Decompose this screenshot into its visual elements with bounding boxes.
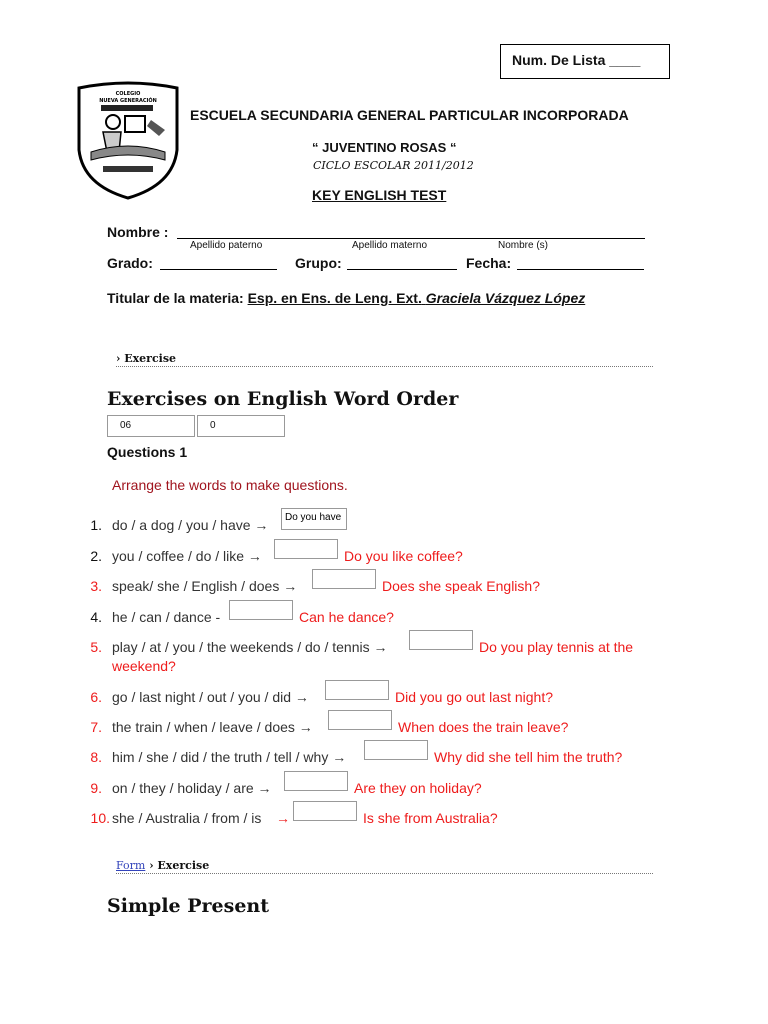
questions-label: Questions 1 [107,444,188,460]
question-number: 9. [90,780,102,796]
question-number: 6. [90,689,102,705]
answer-input[interactable] [328,710,392,730]
answer-text: When does the train leave? [398,719,569,735]
list-number-box: Num. De Lista ____ [500,44,670,79]
school-name: “ JUVENTINO ROSAS “ [312,140,457,155]
school-heading: ESCUELA SECUNDARIA GENERAL PARTICULAR INCORPORADA [190,107,629,123]
school-year: CICLO ESCOLAR 2011/2012 [313,159,474,172]
answer-text: Did you go out last night? [395,689,553,705]
question-number: 7. [90,719,102,735]
grupo-label: Grupo: [295,255,342,271]
breadcrumb-exercise: › Exercise [116,352,177,365]
breadcrumb-exercise-label: › Exercise [149,859,210,872]
answer-text: Why did she tell him the truth? [434,749,623,765]
divider-1 [116,366,653,367]
answer-input[interactable] [229,600,293,620]
breadcrumb-form-exercise [116,859,209,872]
question-number: 4. [90,609,102,625]
answer-text: Is she from Australia? [363,810,498,826]
logo-text-top: COLEGIO [115,91,141,97]
question-number: 2. [90,548,102,564]
titular-name: Graciela Vázquez López [425,290,586,306]
question-text: speak/ she / English / does → [112,578,298,594]
question-text: you / coffee / do / like → [112,548,262,564]
titular-value: Esp. en Ens. de Leng. Ext. Graciela Vázquez López [247,290,586,306]
question-text: the train / when / leave / does → [112,719,313,735]
grado-label: Grado: [107,255,153,271]
school-crest-logo [73,80,183,200]
apellido-materno-label: Apellido materno [352,240,428,251]
answer-input[interactable]: Do you have [281,508,347,530]
answer-text: Are they on holiday? [354,780,482,796]
apellido-paterno-label: Apellido paterno [190,240,263,251]
question-text: do / a dog / you / have → [112,517,269,533]
answer-input[interactable] [293,801,357,821]
question-number: 3. [90,578,102,594]
answer-input[interactable] [364,740,428,760]
question-text: go / last night / out / you / did → [112,689,309,705]
nombres-label: Nombre (s) [498,240,549,251]
instruction-text: Arrange the words to make questions. [112,477,348,493]
nombre-label: Nombre : [107,224,169,240]
fecha-line[interactable] [517,269,644,270]
question-number: 5. [90,639,102,655]
answer-input[interactable] [325,680,389,700]
divider-2 [116,873,653,874]
question-number: 1. [90,517,102,533]
fecha-label: Fecha: [466,255,512,271]
breadcrumb-form-link[interactable]: Form [116,859,146,872]
question-text: he / can / dance - [112,609,221,625]
score-box-left[interactable]: 06 [107,415,195,437]
answer-input[interactable] [409,630,473,650]
answer-input[interactable] [312,569,376,589]
score-box-right[interactable]: 0 [197,415,285,437]
answer-text: Do you play tennis at the [479,639,634,655]
titular-label: Titular de la materia: [107,290,244,306]
titular-row [107,290,585,306]
answer-text: Can he dance? [299,609,394,625]
section-title-simple-present: Simple Present [107,895,270,917]
question-text: she / Australia / from / is [112,810,262,826]
question-text: him / she / did / the truth / tell / why → [112,749,347,765]
grupo-line[interactable] [347,269,457,270]
answer-input[interactable] [284,771,348,791]
question-text: play / at / you / the weekends / do / tennis → [112,639,388,655]
question-number: 8. [90,749,102,765]
answer-input[interactable] [274,539,338,559]
test-title: KEY ENGLISH TEST [312,187,447,203]
grado-line[interactable] [160,269,277,270]
question-text: on / they / holiday / are → [112,780,272,796]
answer-text: Does she speak English? [382,578,540,594]
question-number: 10. [90,810,110,826]
arrow-symbol: → [276,810,290,826]
nombre-line[interactable] [177,238,645,239]
logo-text-mid: NUEVA GENERACIÓN [99,98,157,104]
answer-text: Do you like coffee? [344,548,463,564]
answer-text-continued: weekend? [112,658,176,674]
section-title-word-order: Exercises on English Word Order [107,388,459,410]
